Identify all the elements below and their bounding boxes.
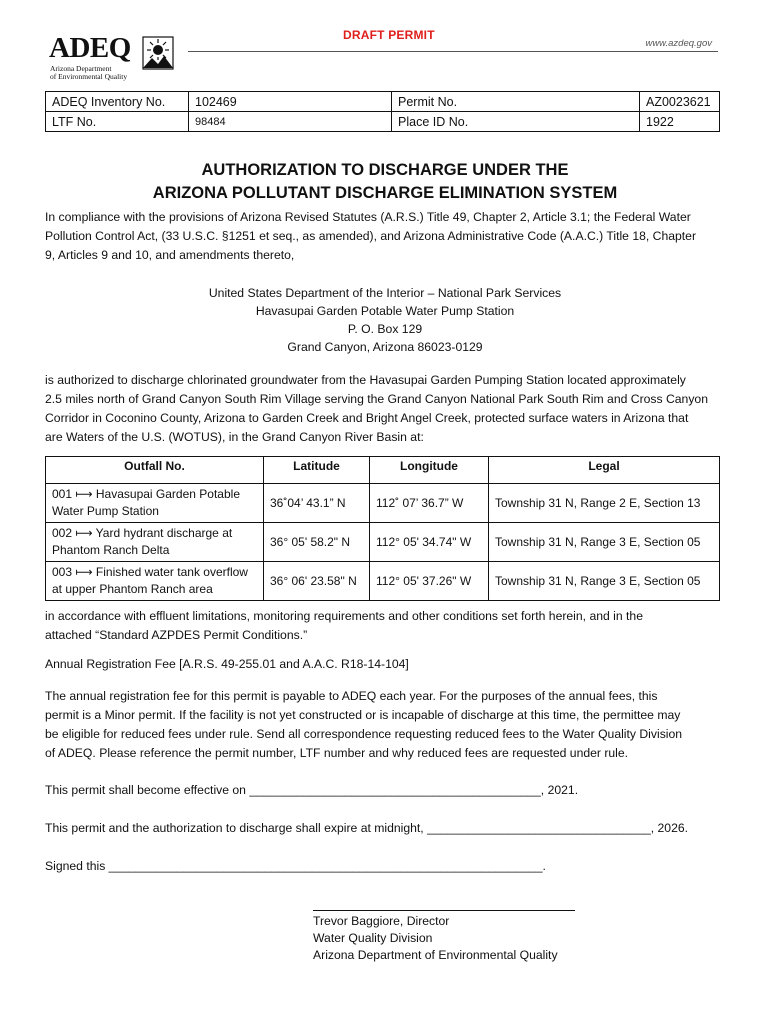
table-row bbox=[46, 484, 720, 523]
legal-cell: Township 31 N, Range 2 E, Section 13 bbox=[489, 484, 720, 523]
fee-heading: Annual Registration Fee [A.R.S. 49-255.01 and A.A.C. R18-14-104] bbox=[45, 657, 409, 671]
permittee-name: United States Department of the Interior – National Park Services bbox=[208, 286, 562, 300]
latitude-cell: 36° 06' 23.58" N bbox=[264, 562, 370, 601]
fee-line: be eligible for reduced fees under rule. Send all correspondence requesting reduced fees to the Water Quality Division bbox=[45, 727, 683, 741]
authorization-line: is authorized to discharge chlorinated groundwater from the Havasupai Garden Pumping Station located approximately bbox=[45, 373, 686, 387]
title-line1: AUTHORIZATION TO DISCHARGE UNDER THE bbox=[201, 161, 569, 179]
adeq-logo bbox=[46, 32, 176, 82]
fee-line: permit is a Minor permit. If the facility is not yet constructed or is incapable of discharge at this time, the permittee may bbox=[45, 708, 681, 722]
outfall-cell bbox=[46, 562, 264, 601]
permit-value: AZ0023621 bbox=[640, 92, 720, 112]
signature-line bbox=[313, 910, 575, 911]
facility-name: Havasupai Garden Potable Water Pump Station bbox=[255, 304, 515, 318]
title-line2: ARIZONA POLLUTANT DISCHARGE ELIMINATION SYSTEM bbox=[152, 184, 618, 202]
signed-date-line: Signed this ________________________________________________________________. bbox=[45, 859, 546, 873]
authorization-line: 2.5 miles north of Grand Canyon South Rim Village serving the Grand Canyon National Park South Rim and Cross Canyon bbox=[45, 392, 708, 406]
fee-line: of ADEQ. Please reference the permit number, LTF number and why reduced fees are requested under rule. bbox=[45, 746, 629, 760]
header-divider bbox=[188, 51, 718, 52]
col-header-longitude: Longitude bbox=[370, 457, 489, 484]
outfall-name: 002 ⟼ Yard hydrant discharge at bbox=[52, 526, 233, 540]
permit-label: Permit No. bbox=[392, 92, 640, 112]
col-header-legal: Legal bbox=[489, 457, 720, 484]
expiration-date-line: This permit and the authorization to discharge shall expire at midnight, _________________________________, 2026. bbox=[45, 821, 689, 835]
signer-name: Trevor Baggiore, Director bbox=[313, 914, 450, 928]
table-row bbox=[46, 523, 720, 562]
effective-date-line: This permit shall become effective on ___________________________________________, 2021. bbox=[45, 783, 579, 797]
longitude-cell: 112° 05' 34.74" W bbox=[370, 523, 489, 562]
permit-id-table bbox=[45, 91, 720, 132]
intro-line: 9, Articles 9 and 10, and amendments thereto, bbox=[45, 248, 295, 262]
draft-permit-label: DRAFT PERMIT bbox=[343, 28, 435, 42]
latitude-cell: 36° 05' 58.2" N bbox=[264, 523, 370, 562]
outfall-cell bbox=[46, 523, 264, 562]
legal-cell: Township 31 N, Range 3 E, Section 05 bbox=[489, 562, 720, 601]
signer-agency: Arizona Department of Environmental Quality bbox=[313, 948, 558, 962]
accordance-paragraph bbox=[45, 607, 725, 645]
inventory-value: 102469 bbox=[189, 92, 392, 112]
signer-division: Water Quality Division bbox=[313, 931, 433, 945]
website-url: www.azdeq.gov bbox=[645, 38, 712, 49]
outfall-name-cont: at upper Phantom Ranch area bbox=[52, 582, 213, 596]
intro-line: Pollution Control Act, (33 U.S.C. §1251 et seq., as amended), and Arizona Administrative Code (A.A.C.) Title 18, Chapter bbox=[45, 229, 697, 243]
logo-subtitle-line2: of Environmental Quality bbox=[50, 72, 128, 81]
place-id-value: 1922 bbox=[640, 112, 720, 132]
inventory-label: ADEQ Inventory No. bbox=[46, 92, 189, 112]
table-row bbox=[46, 562, 720, 601]
ltf-label: LTF No. bbox=[46, 112, 189, 132]
col-header-latitude: Latitude bbox=[264, 457, 370, 484]
longitude-cell: 112˚ 07’ 36.7” W bbox=[370, 484, 489, 523]
authorization-line: Corridor in Coconino County, Arizona to Garden Creek and Bright Angel Creek, protected surface waters in Arizona that bbox=[45, 411, 689, 425]
outfalls-table bbox=[45, 456, 720, 601]
city-state-zip: Grand Canyon, Arizona 86023-0129 bbox=[287, 340, 483, 354]
outfall-name-cont: Phantom Ranch Delta bbox=[52, 543, 170, 557]
outfall-name: 003 ⟼ Finished water tank overflow bbox=[52, 565, 248, 579]
po-box: P. O. Box 129 bbox=[347, 322, 423, 336]
intro-line: In compliance with the provisions of Arizona Revised Statutes (A.R.S.) Title 49, Chapter 2, Article 3.1; the Federal Water bbox=[45, 210, 691, 224]
logo-subtitle-line1: Arizona Department bbox=[50, 64, 112, 73]
outfall-name-cont: Water Pump Station bbox=[52, 504, 159, 518]
col-header-outfall: Outfall No. bbox=[46, 457, 264, 484]
outfall-cell bbox=[46, 484, 264, 523]
outfall-name: 001 ⟼ Havasupai Garden Potable bbox=[52, 487, 240, 501]
authorization-line: are Waters of the U.S. (WOTUS), in the Grand Canyon River Basin at: bbox=[45, 430, 424, 444]
place-id-label: Place ID No. bbox=[392, 112, 640, 132]
fee-line: The annual registration fee for this permit is payable to ADEQ each year. For the purposes of the annual fees, this bbox=[45, 689, 658, 703]
logo-wordmark: ADEQ bbox=[49, 32, 131, 64]
sun-mountain-icon bbox=[142, 36, 174, 70]
accordance-line: in accordance with effluent limitations, monitoring requirements and other conditions set forth herein, and in the bbox=[45, 609, 643, 623]
fee-paragraph bbox=[45, 687, 725, 763]
permittee-address bbox=[0, 284, 770, 356]
ltf-value: 98484 bbox=[189, 112, 392, 132]
intro-paragraph bbox=[45, 208, 725, 265]
authorization-paragraph bbox=[45, 371, 725, 447]
legal-cell: Township 31 N, Range 3 E, Section 05 bbox=[489, 523, 720, 562]
longitude-cell: 112° 05' 37.26" W bbox=[370, 562, 489, 601]
signer-block bbox=[313, 913, 558, 964]
latitude-cell: 36˚04’ 43.1” N bbox=[264, 484, 370, 523]
accordance-line: attached “Standard AZPDES Permit Conditions.” bbox=[45, 628, 308, 642]
